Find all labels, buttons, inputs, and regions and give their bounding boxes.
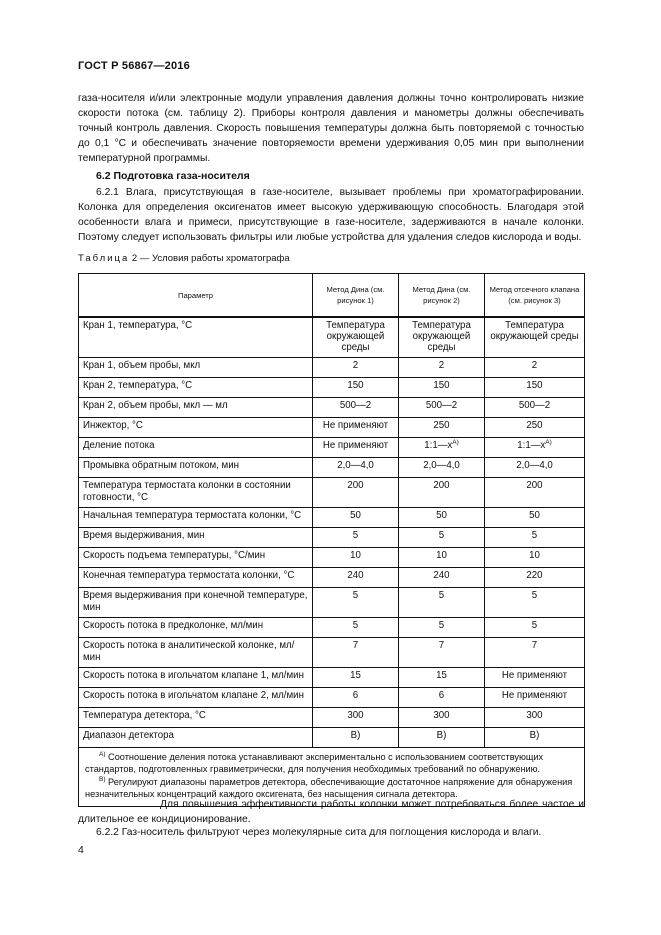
- cell-method-cutoff-valve: [485, 437, 585, 457]
- cell-method-dean-2-text: 6: [438, 689, 445, 701]
- cell-method-dean-1: [313, 417, 399, 437]
- cell-method-dean-2: [399, 377, 485, 397]
- cell-method-cutoff-valve-text: B): [529, 729, 540, 741]
- section-heading: 6.2 Подготовка газа-носителя: [96, 170, 250, 182]
- cell-parameter-text: Кран 1, температура, °С: [83, 320, 193, 331]
- cell-method-dean-1-text: B): [350, 729, 361, 741]
- cell-method-dean-1-text: 15: [350, 669, 361, 681]
- cell-method-dean-2: [399, 587, 485, 617]
- cell-parameter-text: Инжектор, °С: [83, 419, 143, 431]
- cell-method-cutoff-valve: [485, 377, 585, 397]
- footnote-ref: A): [452, 438, 459, 446]
- cell-method-dean-1-text: 5: [352, 589, 359, 601]
- table-row: [79, 457, 585, 477]
- cell-method-dean-2: [399, 417, 485, 437]
- cell-parameter-text: Диапазон детектора: [83, 729, 174, 741]
- cell-parameter: [79, 687, 313, 707]
- cell-method-cutoff-valve: [485, 587, 585, 617]
- cell-method-dean-1: [313, 397, 399, 417]
- cell-method-cutoff-valve-text: 50: [529, 509, 540, 521]
- cell-method-dean-1-text: Не применяют: [322, 419, 389, 431]
- cell-method-dean-2-text: 200: [433, 479, 450, 491]
- cell-method-dean-2: [399, 477, 485, 507]
- cell-method-dean-1-text: 5: [352, 619, 359, 631]
- paragraph-conditioning: Для повышения эффективности работы колонки может потребоваться более частое и длительное ее кондиционирование.: [78, 799, 584, 825]
- cell-parameter: [79, 457, 313, 477]
- cell-method-dean-2-text: 5: [438, 529, 445, 541]
- cell-parameter: [79, 317, 313, 357]
- cell-method-dean-1-text: 5: [352, 529, 359, 541]
- cell-method-dean-1-text: 7: [352, 639, 359, 651]
- cell-parameter-text: Скорость подъема температуры, °С/мин: [83, 549, 266, 561]
- cell-method-cutoff-valve: [485, 527, 585, 547]
- cell-parameter: [79, 587, 313, 617]
- cell-method-dean-1: [313, 707, 399, 727]
- table-row: [79, 377, 585, 397]
- cell-method-dean-2-text: 10: [436, 549, 447, 561]
- table-row: [79, 617, 585, 637]
- cell-method-dean-1: [313, 377, 399, 397]
- table-row: [79, 527, 585, 547]
- cell-method-dean-1-text: 240: [347, 569, 364, 581]
- footnote-text: Регулируют диапазоны параметров детектора, обеспечивающие достаточное напряжение для обнаружения незначительных концентраций каждого оксигената, без насыщения сигнала детектора.: [85, 776, 573, 799]
- cell-parameter: [79, 707, 313, 727]
- table-row: [79, 567, 585, 587]
- header-method-dean-2: Метод Дина (см. рисунок 2): [399, 274, 485, 318]
- cell-parameter-text: Скорость потока в игольчатом клапане 1, мл/мин: [83, 669, 304, 681]
- table-row: [79, 437, 585, 457]
- cell-method-dean-1: [313, 357, 399, 377]
- cell-method-dean-2: [399, 357, 485, 377]
- footnote-mark: A): [99, 750, 106, 758]
- cell-method-cutoff-valve: [485, 397, 585, 417]
- cell-parameter: [79, 437, 313, 457]
- cell-parameter-text: Промывка обратным потоком, мин: [83, 459, 239, 471]
- cell-method-dean-1: [313, 317, 399, 357]
- cell-method-cutoff-valve-text: 220: [526, 569, 543, 581]
- cell-parameter-text: Кран 1, объем пробы, мкл: [83, 359, 201, 371]
- table-row: [79, 667, 585, 687]
- cell-method-cutoff-valve: [485, 357, 585, 377]
- cell-method-dean-2-text: 15: [436, 669, 447, 681]
- footnote-text: Соотношение деления потока устанавливают экспериментально с использованием соответствующих стандартов, подготовленных гравиметрически, для получения необходимых требований по обнаружению.: [85, 751, 544, 774]
- cell-method-dean-1: [313, 727, 399, 747]
- cell-method-dean-1: [313, 457, 399, 477]
- cell-parameter: [79, 397, 313, 417]
- cell-parameter-text: Начальная температура термостата колонки, °С: [83, 509, 302, 521]
- cell-method-cutoff-valve: [485, 707, 585, 727]
- cell-parameter-text: Температура термостата колонки в состоянии готовности, °С: [83, 479, 291, 503]
- cell-method-dean-1-text: 200: [347, 479, 364, 491]
- table-row: [79, 637, 585, 667]
- cell-parameter-text: Скорость потока в предколонке, мл/мин: [83, 619, 264, 631]
- cell-method-dean-1: [313, 687, 399, 707]
- table-caption-word: Таблица: [78, 253, 130, 264]
- intro-paragraph: газа-носителя и/или электронные модули управления давления должны точно контролировать низкие скорости потока (см. таблицу 2). Приборы контроля давления и манометры должны обеспечивать точный контроль давления. Скорость повышения температуры должна быть повторяемой с точностью до 0,1 °С и обеспечивать значение повторяемости времени удерживания 0,05 мин при выполнении температурной программы.: [78, 93, 584, 164]
- cell-parameter-text: Время выдерживания, мин: [83, 529, 205, 541]
- cell-method-cutoff-valve-text: Температура окружающей среды: [490, 320, 579, 342]
- cell-method-dean-1-text: Не применяют: [322, 439, 389, 451]
- cell-method-dean-2: [399, 617, 485, 637]
- table-row: [79, 357, 585, 377]
- cell-method-cutoff-valve-text: Не применяют: [501, 669, 568, 681]
- cell-parameter-text: Скорость потока в игольчатом клапане 2, мл/мин: [83, 689, 304, 701]
- cell-method-cutoff-valve: [485, 687, 585, 707]
- cell-method-dean-2: [399, 547, 485, 567]
- table-row: [79, 707, 585, 727]
- cell-method-dean-1: [313, 617, 399, 637]
- cell-parameter: [79, 507, 313, 527]
- cell-method-cutoff-valve-text: 2,0—4,0: [516, 459, 553, 471]
- cell-method-dean-1: [313, 527, 399, 547]
- cell-method-dean-1-text: 300: [347, 709, 364, 721]
- cell-method-cutoff-valve-text: 1:1—х: [517, 439, 546, 451]
- cell-parameter: [79, 567, 313, 587]
- cell-method-dean-1: [313, 437, 399, 457]
- table-row: [79, 397, 585, 417]
- cell-parameter: [79, 617, 313, 637]
- cell-method-cutoff-valve-text: 5: [531, 589, 538, 601]
- table-row: [79, 547, 585, 567]
- paragraph-6-2-1: 6.2.1 Влага, присутствующая в газе-носителе, вызывает проблемы при хроматографировании. Колонка для определения оксигенатов имеет высокую удерживающую способность. Благодаря этой особенности влага и примеси, присутствующие в газе-носителе, задерживаются в начале колонки. Поэтому следует использовать фильтры или любые устройства для удаления следов кислорода и воды.: [78, 187, 584, 243]
- cell-method-dean-1-text: 10: [350, 549, 361, 561]
- cell-method-dean-2-text: 5: [438, 619, 445, 631]
- cell-method-cutoff-valve: [485, 547, 585, 567]
- cell-method-cutoff-valve: [485, 727, 585, 747]
- cell-method-dean-2: [399, 527, 485, 547]
- cell-method-dean-2-text: 500—2: [425, 399, 458, 411]
- cell-method-dean-1-text: 2: [352, 359, 359, 371]
- cell-parameter-text: Деление потока: [83, 439, 155, 451]
- cell-method-dean-1-text: 500—2: [339, 399, 372, 411]
- header-method-dean-1: Метод Дина (см. рисунок 1): [313, 274, 399, 318]
- cell-parameter: [79, 357, 313, 377]
- table-caption-text: 2 — Условия работы хроматографа: [129, 253, 290, 264]
- cell-method-dean-2-text: 50: [436, 509, 447, 521]
- cell-method-dean-2-text: 2: [438, 359, 445, 371]
- cell-method-dean-1-text: 150: [347, 379, 364, 391]
- cell-method-dean-1-text: 6: [352, 689, 359, 701]
- cell-method-cutoff-valve: [485, 637, 585, 667]
- footnote: [85, 751, 578, 776]
- cell-method-cutoff-valve-text: 500—2: [518, 399, 551, 411]
- table-caption: [78, 253, 290, 264]
- cell-method-cutoff-valve-text: 10: [529, 549, 540, 561]
- cell-method-dean-2-text: 150: [433, 379, 450, 391]
- chromatograph-conditions-table: [78, 273, 585, 807]
- cell-parameter: [79, 637, 313, 667]
- paragraph-6-2-2: 6.2.2 Газ-носитель фильтруют через молекулярные сита для поглощения кислорода и влаги.: [96, 827, 542, 838]
- cell-parameter: [79, 667, 313, 687]
- cell-method-dean-1: [313, 587, 399, 617]
- cell-method-dean-2: [399, 637, 485, 667]
- cell-method-cutoff-valve: [485, 477, 585, 507]
- cell-method-cutoff-valve: [485, 417, 585, 437]
- cell-method-dean-2: [399, 667, 485, 687]
- cell-method-cutoff-valve-text: 5: [531, 619, 538, 631]
- cell-method-cutoff-valve-text: 150: [526, 379, 543, 391]
- cell-method-dean-2-text: B): [436, 729, 447, 741]
- cell-method-cutoff-valve: [485, 617, 585, 637]
- cell-method-dean-2-text: 2,0—4,0: [423, 459, 460, 471]
- table-row: [79, 687, 585, 707]
- cell-method-dean-2: [399, 457, 485, 477]
- cell-method-dean-2-text: Температура окружающей среды: [412, 320, 471, 353]
- cell-method-cutoff-valve-text: 2: [531, 359, 538, 371]
- cell-method-cutoff-valve: [485, 567, 585, 587]
- table-header-row: [79, 274, 585, 318]
- cell-method-cutoff-valve-text: 5: [531, 529, 538, 541]
- cell-method-dean-2: [399, 507, 485, 527]
- cell-method-dean-2: [399, 567, 485, 587]
- cell-method-cutoff-valve-text: 200: [526, 479, 543, 491]
- cell-method-dean-2: [399, 687, 485, 707]
- cell-method-cutoff-valve: [485, 507, 585, 527]
- cell-method-dean-2-text: 240: [433, 569, 450, 581]
- cell-method-cutoff-valve-text: Не применяют: [501, 689, 568, 701]
- document-header: ГОСТ Р 56867—2016: [78, 60, 190, 72]
- cell-method-cutoff-valve-text: 7: [531, 639, 538, 651]
- cell-method-dean-2-text: 250: [433, 419, 450, 431]
- cell-method-dean-2-text: 7: [438, 639, 445, 651]
- cell-parameter-text: Кран 2, объем пробы, мкл — мл: [83, 399, 228, 411]
- table-row: [79, 587, 585, 617]
- cell-method-dean-1-text: 2,0—4,0: [337, 459, 374, 471]
- header-parameter: Параметр: [79, 274, 313, 318]
- table-row: [79, 477, 585, 507]
- table-row: [79, 417, 585, 437]
- table-row: [79, 727, 585, 747]
- cell-parameter: [79, 547, 313, 567]
- cell-parameter-text: Время выдерживания при конечной температуре, мин: [83, 589, 308, 613]
- cell-parameter: [79, 727, 313, 747]
- cell-method-dean-1: [313, 507, 399, 527]
- table-row: [79, 317, 585, 357]
- cell-method-cutoff-valve-text: 300: [526, 709, 543, 721]
- cell-method-dean-2: [399, 437, 485, 457]
- cell-method-dean-1: [313, 667, 399, 687]
- cell-method-dean-1: [313, 637, 399, 667]
- cell-method-cutoff-valve: [485, 317, 585, 357]
- cell-parameter-text: Скорость потока в аналитической колонке, мл/мин: [83, 639, 295, 663]
- cell-parameter-text: Конечная температура термостата колонки, °С: [83, 569, 295, 581]
- cell-method-dean-2-text: 300: [433, 709, 450, 721]
- cell-method-dean-1-text: Температура окружающей среды: [326, 320, 385, 353]
- cell-parameter-text: Кран 2, температура, °С: [83, 379, 193, 391]
- cell-method-dean-2: [399, 397, 485, 417]
- cell-parameter: [79, 477, 313, 507]
- footnote-mark: B): [99, 775, 106, 783]
- cell-method-dean-1: [313, 477, 399, 507]
- cell-method-dean-2: [399, 317, 485, 357]
- cell-method-dean-2: [399, 707, 485, 727]
- cell-parameter: [79, 417, 313, 437]
- cell-method-dean-1: [313, 547, 399, 567]
- cell-parameter-text: Температура детектора, °С: [83, 709, 206, 721]
- cell-method-dean-2-text: 5: [438, 589, 445, 601]
- cell-method-cutoff-valve: [485, 667, 585, 687]
- cell-method-dean-1-text: 50: [350, 509, 361, 521]
- page-number: 4: [78, 844, 84, 856]
- cell-method-dean-2: [399, 727, 485, 747]
- cell-parameter: [79, 527, 313, 547]
- header-method-cutoff-valve: Метод отсечного клапана (см. рисунок 3): [485, 274, 585, 318]
- cell-method-cutoff-valve-text: 250: [526, 419, 543, 431]
- cell-method-dean-1: [313, 567, 399, 587]
- cell-parameter: [79, 377, 313, 397]
- cell-method-dean-2-text: 1:1—х: [424, 439, 453, 451]
- table-row: [79, 507, 585, 527]
- cell-method-cutoff-valve: [485, 457, 585, 477]
- footnote-ref: A): [545, 438, 552, 446]
